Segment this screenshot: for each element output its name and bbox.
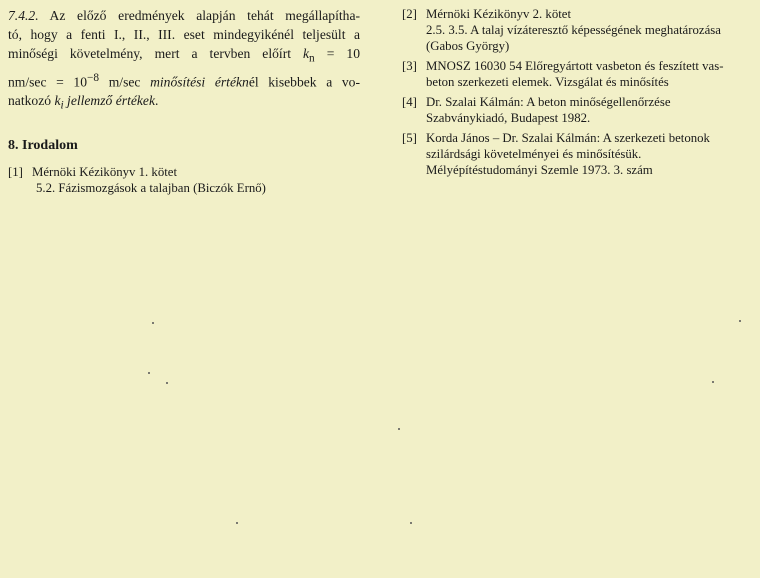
reference-3 xyxy=(402,58,754,90)
scan-speck xyxy=(166,382,168,384)
paragraph-line-5: natkozó $k_i$ jellemző értékek. xyxy=(8,93,159,112)
reference-number: [5] xyxy=(402,131,417,145)
paragraph-line-1: 7.4.2. Az előző eredmények alapján tehát megállapítha- xyxy=(8,8,360,23)
paragraph-7-4-2 xyxy=(8,6,360,116)
scan-speck xyxy=(152,322,154,324)
section-title-irodalom: 8. Irodalom xyxy=(8,137,78,153)
scan-speck xyxy=(148,372,150,374)
reference-body: Korda János – Dr. Szalai Kálmán: A szerkezeti betonok szilárdsági követelményei és minősítésük. Mélyépítéstudományi Szemle 1973. 3. szám xyxy=(426,131,710,177)
reference-2 xyxy=(402,6,754,54)
paragraph-number: 7.4.2. xyxy=(8,8,39,23)
reference-body: Mérnöki Kézikönyv 1. kötet 5.2. Fázismozgások a talajban (Biczók Ernő) xyxy=(32,164,266,195)
reference-body: MNOSZ 16030 54 Előregyártott vasbeton és feszített vas- beton szerkezeti elemek. Vizsgálat és minősítés xyxy=(426,59,724,89)
right-column xyxy=(402,6,754,182)
reference-number: [3] xyxy=(402,59,417,73)
scan-speck xyxy=(712,381,714,383)
reference-4 xyxy=(402,94,754,126)
paragraph-line-2: tó, hogy a fenti I., II., III. eset mindegyikénél teljesült a xyxy=(8,27,360,42)
left-column xyxy=(8,6,360,200)
reference-1 xyxy=(8,164,360,196)
reference-number: [1] xyxy=(8,164,23,179)
reference-number: [2] xyxy=(402,7,417,21)
reference-5 xyxy=(402,130,754,178)
scan-speck xyxy=(410,522,412,524)
scan-speck xyxy=(236,522,238,524)
reference-body: Mérnöki Kézikönyv 2. kötet 2.5. 3.5. A talaj vízáteresztő képességének meghatározása (Gabos György) xyxy=(426,7,721,53)
paragraph-line-3: minőségi követelmény, mert a tervben előírt $k_n = 10$ xyxy=(8,46,360,65)
scan-speck xyxy=(739,320,741,322)
paragraph-line-4: $nm/\sec = 10^{-8}$ m/sec minősítési értéknél kisebbek a vo- xyxy=(8,71,360,90)
reference-body: Dr. Szalai Kálmán: A beton minőségellenőrzése Szabványkiadó, Budapest 1982. xyxy=(426,95,671,125)
reference-number: [4] xyxy=(402,95,417,109)
scan-speck xyxy=(398,428,400,430)
